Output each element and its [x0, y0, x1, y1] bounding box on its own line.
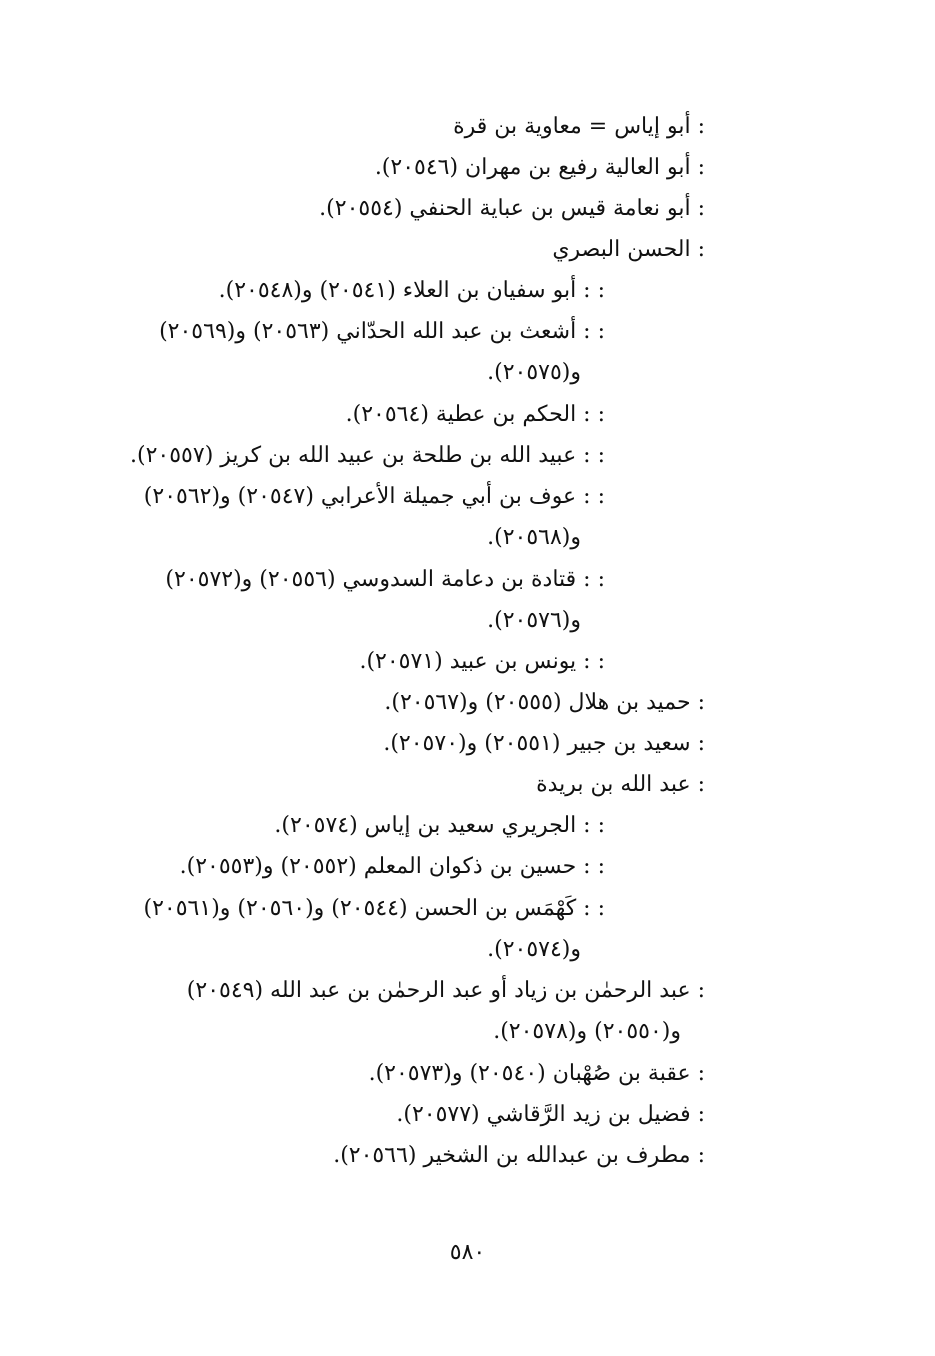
index-subentry: : : أشعث بن عبد الله الحدّاني (٢٠٥٦٣) و(٢٠٥٦٩): [159, 319, 605, 344]
index-continuation: و(٢٠٥٧٤).: [487, 937, 581, 962]
index-subentry: : : حسين بن ذكوان المعلم (٢٠٥٥٢) و(٢٠٥٥٣).: [179, 854, 605, 879]
index-entry: : سعيد بن جبير (٢٠٥٥١) و(٢٠٥٧٠).: [383, 731, 705, 756]
index-subentry: : : عوف بن أبي جميلة الأعرابي (٢٠٥٤٧) و(٢٠٥٦٢): [143, 484, 605, 509]
index-entry: : فضيل بن زيد الرَّقاشي (٢٠٥٧٧).: [396, 1102, 705, 1127]
index-entry: : أبو العالية رفيع بن مهران (٢٠٥٤٦).: [374, 155, 705, 180]
index-entry: : عقبة بن صُهْبان (٢٠٥٤٠) و(٢٠٥٧٣).: [368, 1061, 705, 1086]
page-number: ٥٨٠: [449, 1240, 486, 1265]
index-continuation: و(٢٠٥٧٥).: [487, 360, 581, 385]
index-entry: : حميد بن هلال (٢٠٥٥٥) و(٢٠٥٦٧).: [384, 690, 705, 715]
index-subentry: : : قتادة بن دعامة السدوسي (٢٠٥٥٦) و(٢٠٥٧٢): [165, 567, 605, 592]
index-entry: : عبد الرحمٰن بن زياد أو عبد الرحمٰن بن عبد الله (٢٠٥٤٩): [186, 978, 705, 1003]
index-entry: : أبو إياس = معاوية بن قرة: [453, 114, 705, 139]
index-subentry: : : عبيد الله بن طلحة بن عبيد الله بن كريز (٢٠٥٥٧).: [130, 443, 605, 468]
index-entry: : الحسن البصري: [552, 237, 705, 262]
index-subentry: : : الجريري سعيد بن إياس (٢٠٥٧٤).: [274, 813, 605, 838]
index-continuation: و(٢٠٥٥٠) و(٢٠٥٧٨).: [493, 1019, 681, 1044]
index-subentry: : : أبو سفيان بن العلاء (٢٠٥٤١) و(٢٠٥٤٨).: [218, 278, 605, 303]
index-continuation: و(٢٠٥٦٨).: [487, 525, 581, 550]
index-entry: : عبد الله بن بريدة: [536, 772, 705, 797]
index-subentry: : : الحكم بن عطية (٢٠٥٦٤).: [345, 402, 605, 427]
index-entry: : مطرف بن عبدالله بن الشخير (٢٠٥٦٦).: [333, 1143, 705, 1168]
index-continuation: و(٢٠٥٧٦).: [487, 608, 581, 633]
index-subentry: : : كَهْمَس بن الحسن (٢٠٥٤٤) و(٢٠٥٦٠) و(٢٠٥٦١): [143, 896, 605, 921]
index-entry: : أبو نعامة قيس بن عباية الحنفي (٢٠٥٥٤).: [319, 196, 705, 221]
index-subentry: : : يونس بن عبيد (٢٠٥٧١).: [359, 649, 605, 674]
